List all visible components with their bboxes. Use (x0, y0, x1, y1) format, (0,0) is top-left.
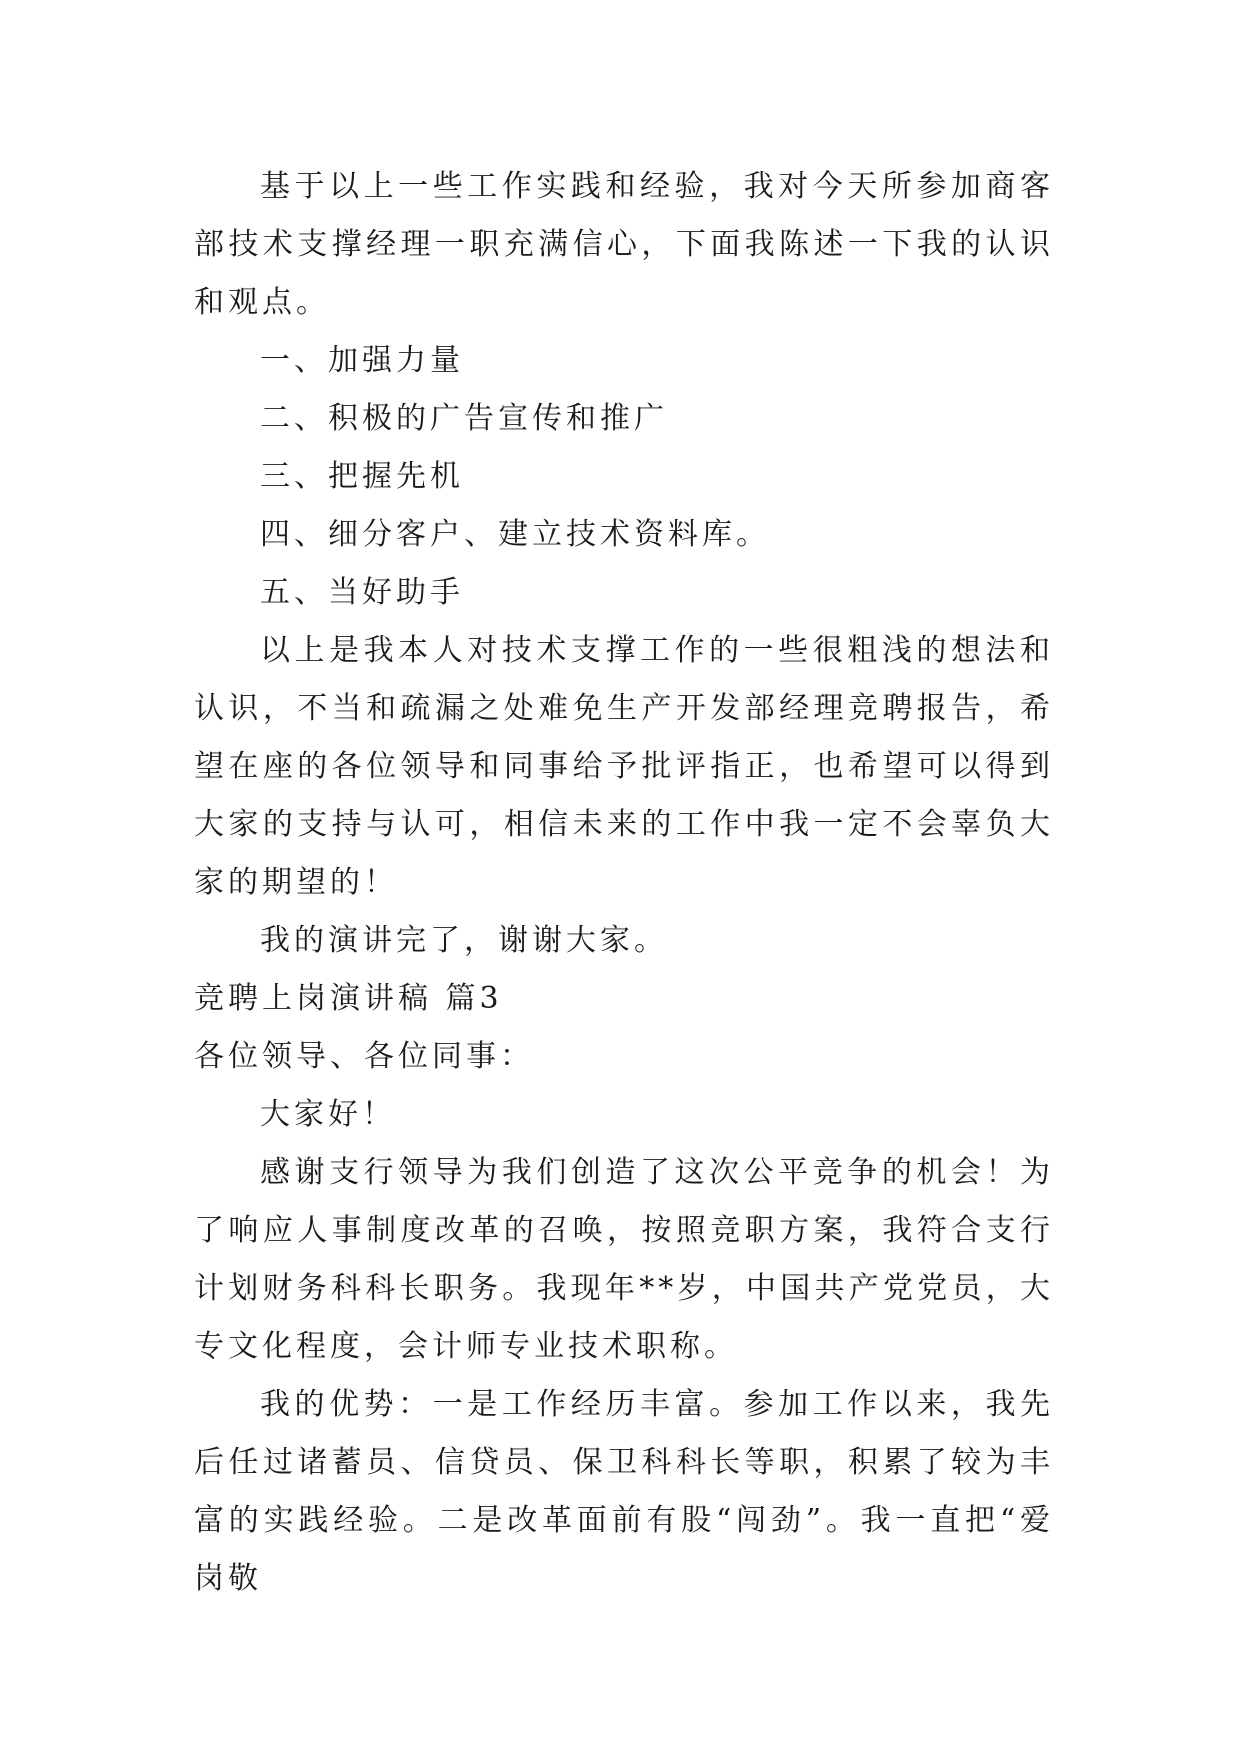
list-item-2: 二、积极的广告宣传和推广 (260, 401, 668, 436)
paragraph-intro: 基于以上一些工作实践和经验，我对今天所参加商客部技术支撑经理一职充满信心，下面我陈述一下我的认识和观点。 (194, 169, 1054, 320)
list-item-1: 一、加强力量 (260, 343, 464, 378)
list-item-3: 三、把握先机 (260, 459, 464, 494)
paragraph-advantages: 我的优势：一是工作经历丰富。参加工作以来，我先后任过诸蓄员、信贷员、保卫科科长等职，积累了较为丰富的实践经验。二是改革面前有股“闯劲”。我一直把“爱岗敬 (194, 1387, 1054, 1596)
list-item-4: 四、细分客户、建立技术资料库。 (260, 517, 770, 552)
paragraph-closing: 我的演讲完了，谢谢大家。 (260, 923, 668, 958)
list-item-5: 五、当好助手 (260, 575, 464, 610)
salutation: 各位领导、各位同事： (194, 1039, 534, 1074)
section-heading: 竞聘上岗演讲稿 篇3 (194, 981, 503, 1016)
paragraph-conclusion: 以上是我本人对技术支撑工作的一些很粗浅的想法和认识，不当和疏漏之处难免生产开发部经理竞聘报告，希望在座的各位领导和同事给予批评指正，也希望可以得到大家的支持与认可，相信未来的工作中我一定不会辜负大家的期望的！ (194, 633, 1054, 900)
paragraph-thanks: 感谢支行领导为我们创造了这次公平竞争的机会！为了响应人事制度改革的召唤，按照竞职方案，我符合支行计划财务科科长职务。我现年**岁，中国共产党党员，大专文化程度，会计师专业技术职称。 (194, 1155, 1054, 1364)
greeting: 大家好！ (260, 1097, 396, 1132)
document-body (194, 158, 1054, 1608)
